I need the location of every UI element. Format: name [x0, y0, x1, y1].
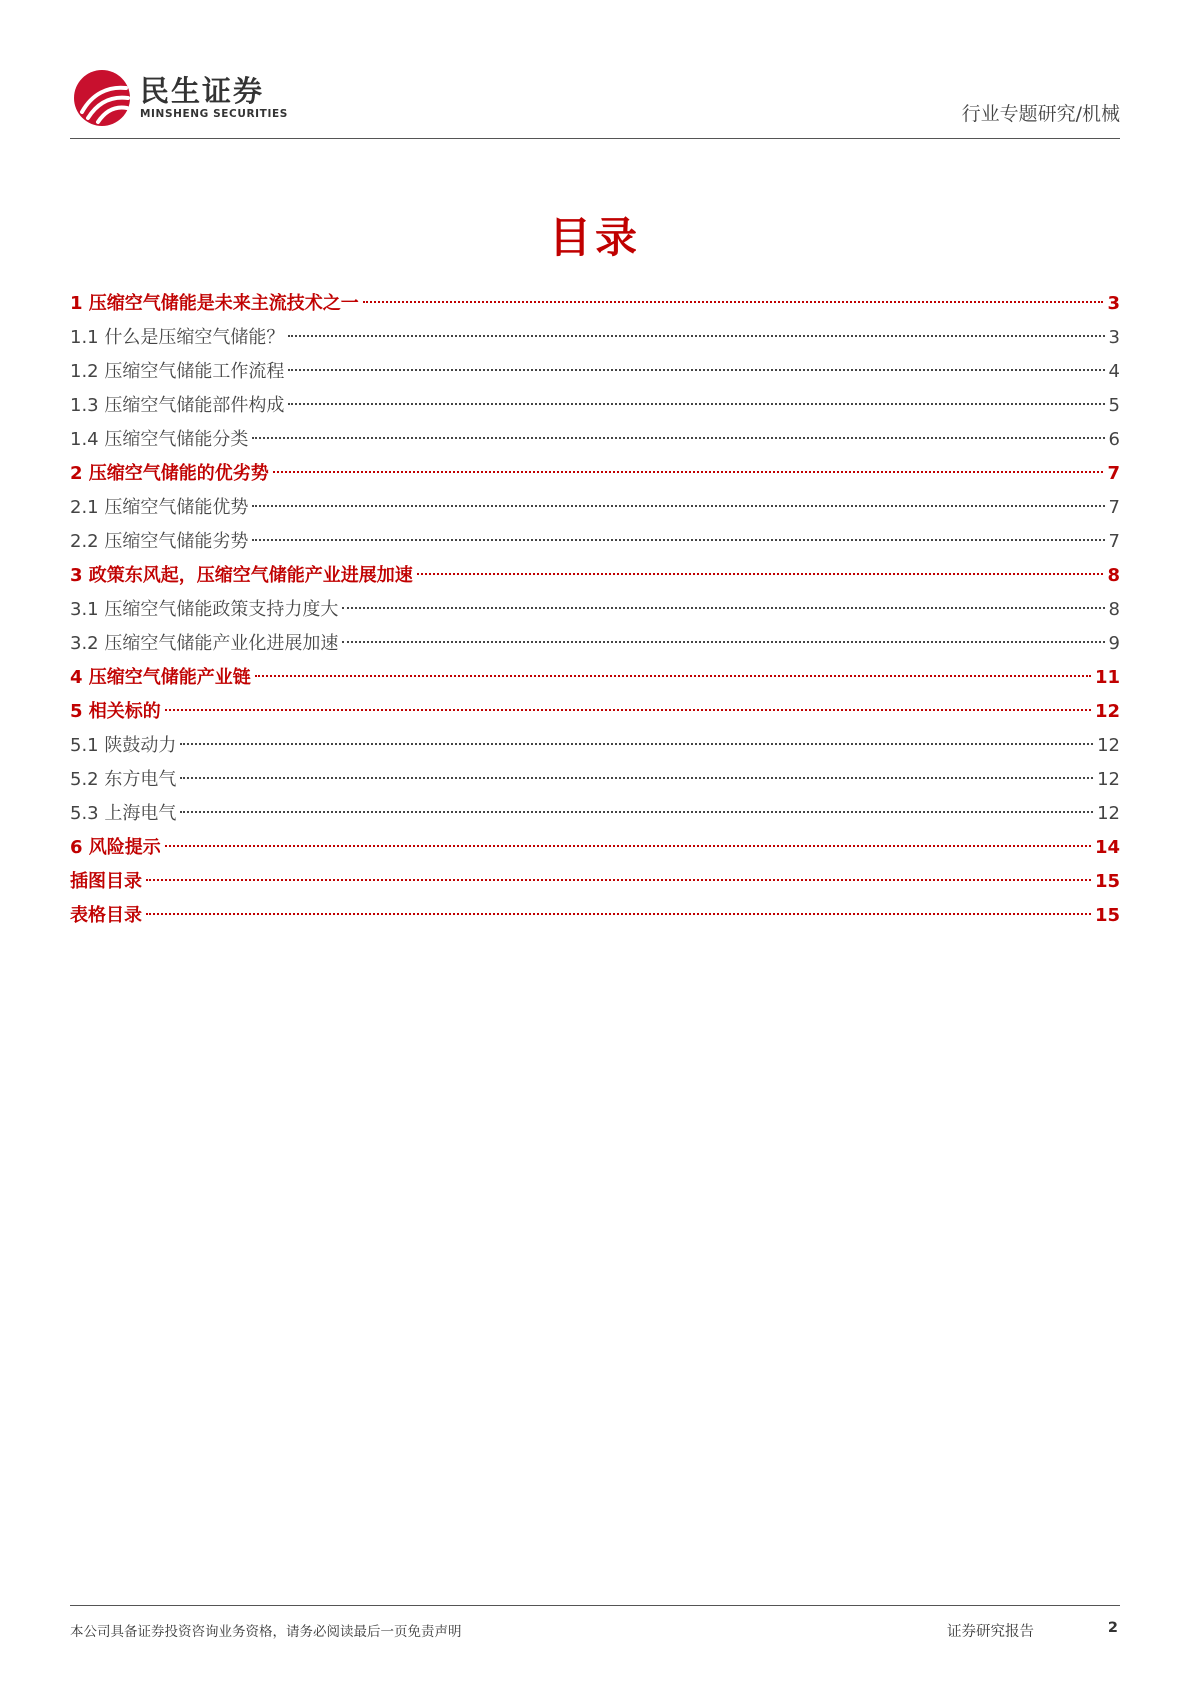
toc-entry-label[interactable]: 4 压缩空气储能产业链: [70, 667, 251, 688]
toc-dot-leader: [146, 879, 1091, 881]
toc-dot-leader: [417, 573, 1104, 575]
toc-entry-label[interactable]: 1.2 压缩空气储能工作流程: [70, 361, 285, 382]
toc-entry-page[interactable]: 14: [1094, 837, 1120, 858]
toc-entry-label[interactable]: 插图目录: [70, 871, 142, 892]
toc-entry-label[interactable]: 5.2 东方电气: [70, 769, 177, 790]
toc-entry-label[interactable]: 1.4 压缩空气储能分类: [70, 429, 249, 450]
toc-entry[interactable]: [70, 559, 1120, 593]
toc-entry-label[interactable]: 2 压缩空气储能的优劣势: [70, 463, 269, 484]
toc-entry[interactable]: [70, 797, 1120, 831]
toc-entry-page[interactable]: 7: [1108, 497, 1120, 518]
toc-entry[interactable]: [70, 287, 1120, 321]
toc-dot-leader: [255, 675, 1091, 677]
toc-entry[interactable]: [70, 525, 1120, 559]
toc-entry-label[interactable]: 3.2 压缩空气储能产业化进展加速: [70, 633, 339, 654]
logo-chinese-name: 民生证券: [140, 74, 265, 108]
toc-entry-page[interactable]: 15: [1094, 871, 1120, 892]
toc-entry-label[interactable]: 1 压缩空气储能是未来主流技术之一: [70, 293, 359, 314]
table-of-contents: [70, 287, 1120, 933]
toc-entry-label[interactable]: 5.1 陕鼓动力: [70, 735, 177, 756]
toc-entry-label[interactable]: 3.1 压缩空气储能政策支持力度大: [70, 599, 339, 620]
toc-entry-page[interactable]: 12: [1097, 735, 1120, 756]
company-logo: [72, 70, 288, 126]
toc-dot-leader: [165, 709, 1091, 711]
toc-entry-label[interactable]: 2.1 压缩空气储能优势: [70, 497, 249, 518]
toc-entry-label[interactable]: 6 风险提示: [70, 837, 161, 858]
toc-entry-page[interactable]: 3: [1107, 293, 1120, 314]
toc-dot-leader: [165, 845, 1091, 847]
disclaimer-notice: 本公司具备证券投资咨询业务资格，请务必阅读最后一页免责声明: [70, 1624, 462, 1640]
toc-entry[interactable]: [70, 491, 1120, 525]
page-header: [70, 60, 1120, 139]
page-footer: [70, 1605, 1120, 1640]
toc-dot-leader: [363, 301, 1104, 303]
toc-entry-page[interactable]: 11: [1094, 667, 1120, 688]
toc-entry-page[interactable]: 7: [1107, 463, 1120, 484]
toc-entry[interactable]: [70, 627, 1120, 661]
toc-entry-page[interactable]: 12: [1097, 769, 1120, 790]
report-type: 证券研究报告: [947, 1624, 1034, 1640]
toc-dot-leader: [288, 403, 1104, 405]
toc-entry-page[interactable]: 8: [1107, 565, 1120, 586]
toc-title: 目录: [548, 213, 641, 262]
toc-dot-leader: [288, 369, 1104, 371]
toc-dot-leader: [180, 811, 1093, 813]
toc-dot-leader: [180, 743, 1093, 745]
logo-english-name: MINSHENG SECURITIES: [140, 108, 288, 120]
toc-dot-leader: [180, 777, 1093, 779]
toc-entry-page[interactable]: 6: [1108, 429, 1120, 450]
toc-entry[interactable]: [70, 695, 1120, 729]
report-category: 行业专题研究/机械: [961, 103, 1120, 125]
toc-entry-page[interactable]: 4: [1108, 361, 1120, 382]
toc-entry-label[interactable]: 3 政策东风起，压缩空气储能产业进展加速: [70, 565, 413, 586]
toc-entry-label[interactable]: 1.3 压缩空气储能部件构成: [70, 395, 285, 416]
toc-entry[interactable]: [70, 355, 1120, 389]
toc-entry[interactable]: [70, 831, 1120, 865]
toc-entry-page[interactable]: 9: [1108, 633, 1120, 654]
toc-dot-leader: [342, 641, 1104, 643]
toc-dot-leader: [342, 607, 1104, 609]
toc-entry-page[interactable]: 5: [1108, 395, 1120, 416]
toc-entry-label[interactable]: 表格目录: [70, 905, 142, 926]
toc-entry-label[interactable]: 5.3 上海电气: [70, 803, 177, 824]
toc-entry[interactable]: [70, 763, 1120, 797]
toc-entry-label[interactable]: 1.1 什么是压缩空气储能？: [70, 327, 285, 348]
toc-entry[interactable]: [70, 593, 1120, 627]
toc-dot-leader: [273, 471, 1104, 473]
toc-entry[interactable]: [70, 899, 1120, 933]
toc-entry-page[interactable]: 12: [1097, 803, 1120, 824]
toc-entry-page[interactable]: 3: [1108, 327, 1120, 348]
toc-dot-leader: [252, 505, 1104, 507]
toc-dot-leader: [288, 335, 1104, 337]
toc-entry-page[interactable]: 15: [1094, 905, 1120, 926]
toc-entry[interactable]: [70, 661, 1120, 695]
toc-entry-page[interactable]: 8: [1108, 599, 1120, 620]
toc-entry[interactable]: [70, 423, 1120, 457]
toc-entry-page[interactable]: 12: [1094, 701, 1120, 722]
page-number: 2: [1107, 1620, 1118, 1636]
toc-dot-leader: [252, 539, 1104, 541]
minsheng-logo-icon: [72, 68, 132, 128]
toc-entry[interactable]: [70, 457, 1120, 491]
toc-entry-page[interactable]: 7: [1108, 531, 1120, 552]
toc-dot-leader: [252, 437, 1104, 439]
toc-dot-leader: [146, 913, 1091, 915]
toc-entry[interactable]: [70, 321, 1120, 355]
toc-entry-label[interactable]: 2.2 压缩空气储能劣势: [70, 531, 249, 552]
toc-entry[interactable]: [70, 729, 1120, 763]
toc-entry-label[interactable]: 5 相关标的: [70, 701, 161, 722]
toc-entry[interactable]: [70, 389, 1120, 423]
toc-entry[interactable]: [70, 865, 1120, 899]
